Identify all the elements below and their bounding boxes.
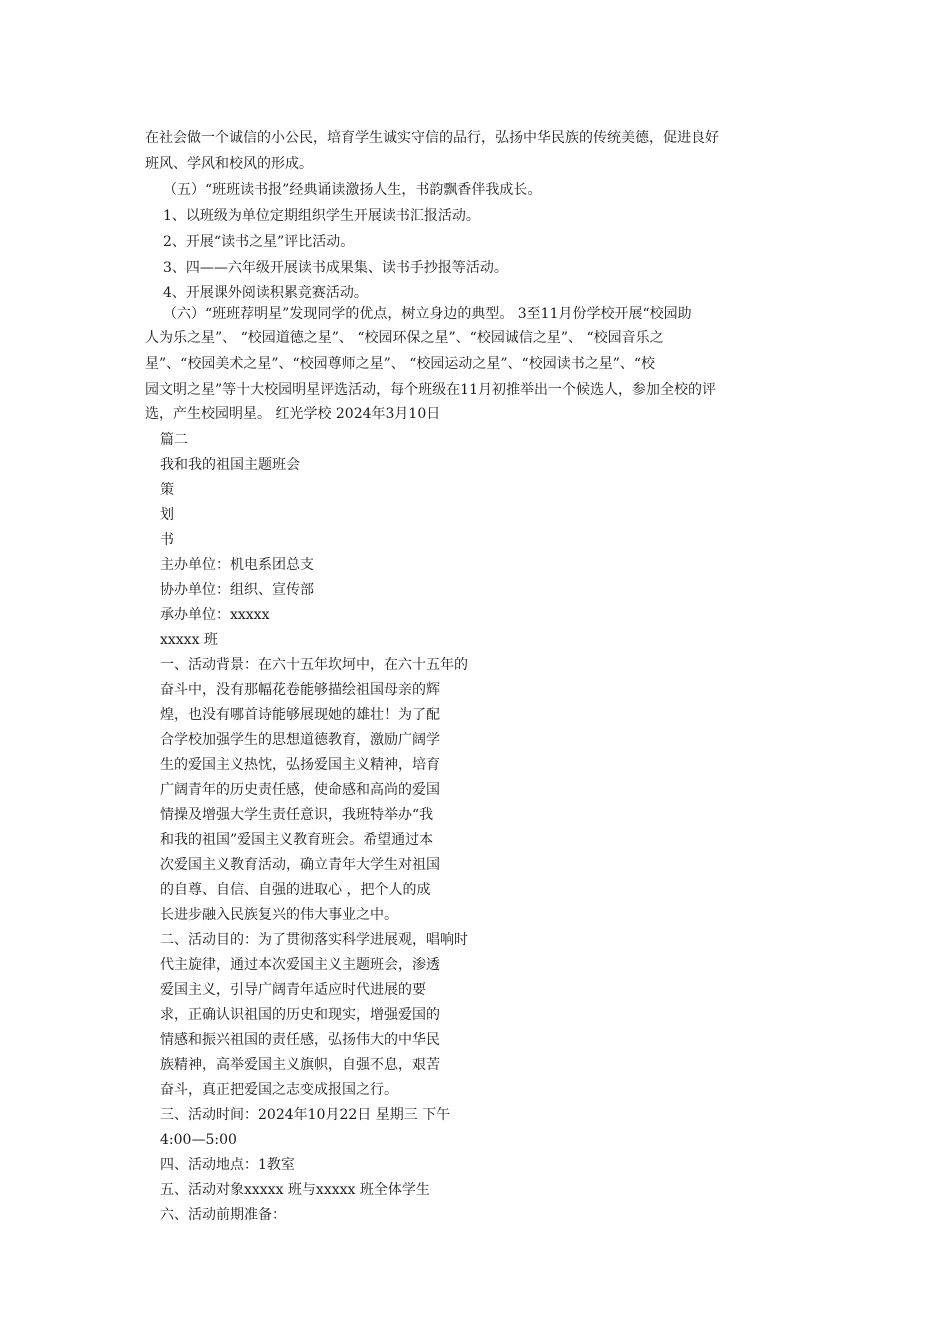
- part-label: 篇二: [160, 432, 188, 448]
- paragraph-line: 奋斗中，没有那幅花卷能够描绘祖国母亲的辉: [160, 682, 440, 698]
- list-item: 3、四——六年级开展读书成果集、读书手抄报等活动。: [163, 260, 508, 276]
- organizer-unit: 承办单位：xxxxx: [160, 607, 270, 623]
- title-char: 划: [160, 507, 174, 523]
- paragraph-line: 选，产生校园明星。 红光学校 2024年3月10日: [145, 406, 441, 422]
- class-name: xxxxx 班: [160, 632, 218, 648]
- host-unit: 主办单位：机电系团总支: [160, 557, 314, 573]
- title-char: 策: [160, 482, 174, 498]
- section-heading: 二、活动目的：为了贯彻落实科学进展观，唱响时: [160, 932, 468, 948]
- document-title: 我和我的祖国主题班会: [160, 457, 300, 473]
- section-heading: 五、活动对象xxxxx 班与xxxxx 班全体学生: [160, 1182, 430, 1198]
- paragraph-line: 爱国主义，引导广阔青年适应时代进展的要: [160, 982, 426, 998]
- paragraph-line: 人为乐之星”、 “校园道德之星”、 “校园环保之星”、“校园诚信之星”、 “校园音乐之: [145, 330, 664, 346]
- section-heading: 一、活动背景：在六十五年坎坷中，在六十五年的: [160, 657, 468, 673]
- paragraph-line: 4:00—5:00: [160, 1132, 237, 1148]
- paragraph-line: 在社会做一个诚信的小公民，培育学生诚实守信的品行，弘扬中华民族的传统美德，促进良好: [145, 130, 719, 146]
- paragraph-line: 奋斗，真正把爱国之志变成报国之行。: [160, 1082, 398, 1098]
- paragraph-line: 的自尊、自信、自强的进取心 ，把个人的成: [160, 882, 431, 898]
- paragraph-line: 求，正确认识祖国的历史和现实，增强爱国的: [160, 1007, 440, 1023]
- paragraph-line: 星”、“校园美术之星”、“校园尊师之星”、 “校园运动之星”、“校园读书之星”、“校: [145, 356, 656, 372]
- paragraph-line: 班风、学风和校风的形成。: [145, 156, 313, 172]
- paragraph-line: 合学校加强学生的思想道德教育，激励广阔学: [160, 732, 440, 748]
- section-heading: （五）“班班读书报”经典诵读激扬人生，书韵飘香伴我成长。: [163, 182, 542, 198]
- list-item: 4、开展课外阅读积累竞赛活动。: [163, 285, 368, 301]
- section-heading: 六、活动前期准备：: [160, 1207, 286, 1223]
- paragraph-line: 长进步融入民族复兴的伟大事业之中。: [160, 907, 398, 923]
- paragraph-line: 情感和振兴祖国的责任感，弘扬伟大的中华民: [160, 1032, 440, 1048]
- paragraph-line: 情操及增强大学生责任意识，我班特举办“我: [160, 807, 434, 823]
- paragraph-line: 次爱国主义教育活动，确立青年大学生对祖国: [160, 857, 440, 873]
- section-heading: （六）“班班荐明星”发现同学的优点，树立身边的典型。 3至11月份学校开展“校园助: [163, 306, 692, 322]
- section-heading: 三、活动时间：2024年10月22日 星期三 下午: [160, 1107, 451, 1123]
- paragraph-line: 生的爱国主义热忱，弘扬爱国主义精神，培育: [160, 757, 440, 773]
- paragraph-line: 族精神，高举爱国主义旗帜，自强不息，艰苦: [160, 1057, 440, 1073]
- section-heading: 四、活动地点：1教室: [160, 1157, 295, 1173]
- paragraph-line: 和我的祖国”爱国主义教育班会。希望通过本: [160, 832, 434, 848]
- paragraph-line: 广阔青年的历史责任感，使命感和高尚的爱国: [160, 782, 440, 798]
- list-item: 2、开展“读书之星”评比活动。: [163, 234, 355, 250]
- paragraph-line: 代主旋律，通过本次爱国主义主题班会，渗透: [160, 957, 440, 973]
- co-host-unit: 协办单位：组织、宣传部: [160, 582, 314, 598]
- paragraph-line: 园文明之星”等十大校园明星评选活动，每个班级在11月初推举出一个候选人，参加全校的评: [145, 382, 716, 398]
- list-item: 1、以班级为单位定期组织学生开展读书汇报活动。: [163, 208, 480, 224]
- title-char: 书: [160, 532, 174, 548]
- paragraph-line: 煌，也没有哪首诗能够展现她的雄壮！为了配: [160, 707, 440, 723]
